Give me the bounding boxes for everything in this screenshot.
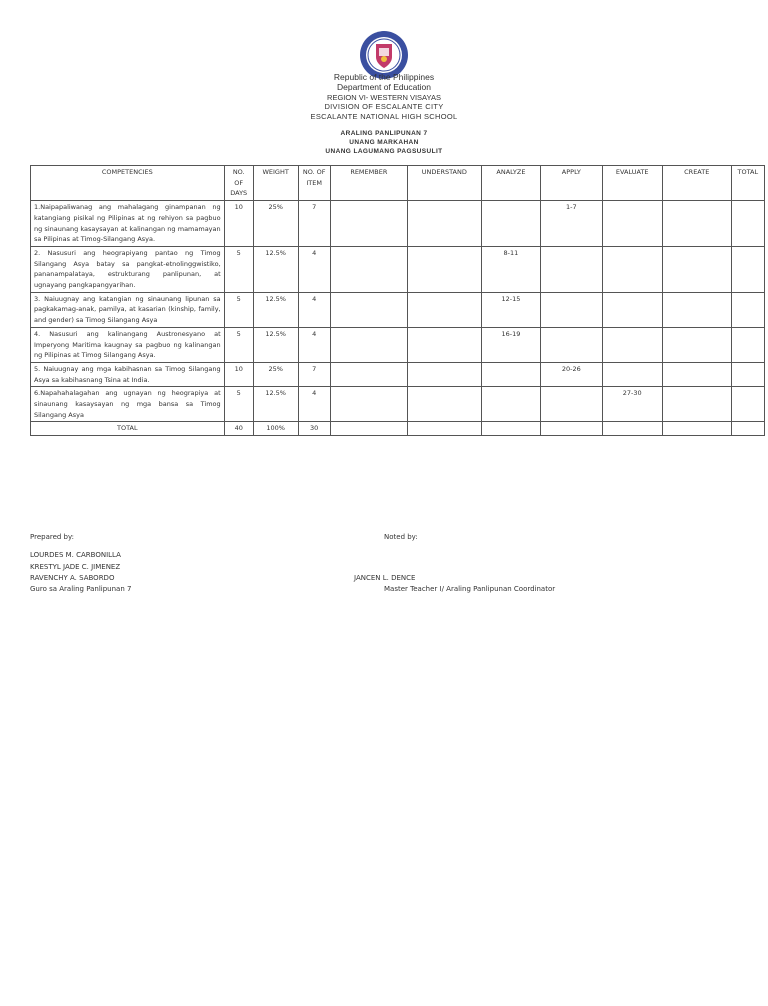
analyze-cell: 16-19 bbox=[481, 327, 540, 362]
header-understand: UNDERSTAND bbox=[407, 166, 481, 201]
total-cell bbox=[731, 201, 764, 247]
evaluate-cell bbox=[602, 246, 662, 292]
header-days: NO. OF DAYS bbox=[224, 166, 253, 201]
total-days: 40 bbox=[224, 422, 253, 436]
days-cell: 5 bbox=[224, 387, 253, 422]
total-cell bbox=[731, 362, 764, 386]
empty-cell bbox=[407, 422, 481, 436]
preparer-name-1: LOURDES M. CARBONILLA bbox=[30, 551, 121, 559]
evaluate-cell bbox=[602, 292, 662, 327]
apply-cell bbox=[541, 387, 602, 422]
weight-cell: 12.5% bbox=[253, 387, 298, 422]
items-cell: 7 bbox=[298, 201, 330, 247]
understand-cell bbox=[407, 327, 481, 362]
header-evaluate: EVALUATE bbox=[602, 166, 662, 201]
competency-cell: 3. Naiuugnay ang katangian ng sinaunang lipunan sa pagkakamag-anak, pamilya, at kasarian (kinship, family, and gender) sa Timog Silangang Asya bbox=[31, 292, 225, 327]
header-department: Department of Education bbox=[336, 82, 432, 92]
table-row bbox=[31, 246, 765, 292]
evaluate-cell: 27-30 bbox=[602, 387, 662, 422]
analyze-cell bbox=[481, 201, 540, 247]
competency-cell: 1.Naipapaliwanag ang mahalagang ginampanan ng katangiang pisikal ng Pilipinas at ng rehiyon sa pagbuo ng sinaunang kasaysayan at kalinangan ng mamamayan sa Pilipinas at Timog-Silangang Asya. bbox=[31, 201, 225, 247]
days-cell: 5 bbox=[224, 327, 253, 362]
empty-cell bbox=[731, 422, 764, 436]
header-republic: Republic of the Philippines bbox=[333, 72, 435, 82]
table-row bbox=[31, 387, 765, 422]
items-cell: 4 bbox=[298, 387, 330, 422]
analyze-cell: 12-15 bbox=[481, 292, 540, 327]
apply-cell: 20-26 bbox=[541, 362, 602, 386]
header-division: DIVISION OF ESCALANTE CITY bbox=[324, 102, 444, 111]
days-cell: 5 bbox=[224, 292, 253, 327]
empty-cell bbox=[602, 422, 662, 436]
total-items: 30 bbox=[298, 422, 330, 436]
remember-cell bbox=[330, 201, 407, 247]
table-row bbox=[31, 327, 765, 362]
prepared-by-label: Prepared by: bbox=[30, 533, 74, 541]
understand-cell bbox=[407, 246, 481, 292]
remember-cell bbox=[330, 362, 407, 386]
evaluate-cell bbox=[602, 327, 662, 362]
header-competencies: COMPETENCIES bbox=[31, 166, 225, 201]
table-row bbox=[31, 292, 765, 327]
header-apply: APPLY bbox=[541, 166, 602, 201]
create-cell bbox=[662, 362, 731, 386]
table-total-row bbox=[31, 422, 765, 436]
weight-cell: 25% bbox=[253, 201, 298, 247]
evaluate-cell bbox=[602, 201, 662, 247]
create-cell bbox=[662, 327, 731, 362]
weight-cell: 25% bbox=[253, 362, 298, 386]
competency-cell: 2. Nasusuri ang heograpiyang pantao ng Timog Silangang Asya batay sa pangkat-etnolinggwistiko, pananampalataya, estrukturang panlipunan, at ugnayang pangkapangyarihan. bbox=[31, 246, 225, 292]
table-row bbox=[31, 362, 765, 386]
noter-name: JANCEN L. DENCE bbox=[354, 574, 416, 582]
competency-cell: 4. Nasusuri ang kalinangang Austronesyano at Imperyong Maritima kaugnay sa pagbuo ng kalinangan ng Pilipinas at Timog Silangang Asya. bbox=[31, 327, 225, 362]
understand-cell bbox=[407, 292, 481, 327]
preparer-role: Guro sa Araling Panlipunan 7 bbox=[30, 585, 132, 593]
apply-cell bbox=[541, 327, 602, 362]
understand-cell bbox=[407, 201, 481, 247]
items-cell: 4 bbox=[298, 246, 330, 292]
header-remember: REMEMBER bbox=[330, 166, 407, 201]
empty-cell bbox=[662, 422, 731, 436]
competency-cell: 5. Naiuugnay ang mga kabihasnan sa Timog Silangang Asya sa kabihasnang Tsina at India. bbox=[31, 362, 225, 386]
remember-cell bbox=[330, 387, 407, 422]
weight-cell: 12.5% bbox=[253, 327, 298, 362]
understand-cell bbox=[407, 362, 481, 386]
header-create: CREATE bbox=[662, 166, 731, 201]
weight-cell: 12.5% bbox=[253, 292, 298, 327]
total-cell bbox=[731, 327, 764, 362]
apply-cell bbox=[541, 292, 602, 327]
noted-by-label: Noted by: bbox=[384, 533, 418, 541]
total-weight: 100% bbox=[253, 422, 298, 436]
total-cell bbox=[731, 246, 764, 292]
remember-cell bbox=[330, 327, 407, 362]
preparer-name-2: KRESTYL JADE C. JIMENEZ bbox=[30, 563, 121, 571]
total-label: TOTAL bbox=[31, 422, 225, 436]
items-cell: 4 bbox=[298, 292, 330, 327]
header-total: TOTAL bbox=[731, 166, 764, 201]
analyze-cell bbox=[481, 362, 540, 386]
header-school: ESCALANTE NATIONAL HIGH SCHOOL bbox=[310, 112, 458, 121]
create-cell bbox=[662, 246, 731, 292]
title-quarter: UNANG MARKAHAN bbox=[349, 139, 419, 146]
days-cell: 10 bbox=[224, 362, 253, 386]
title-test: UNANG LAGUMANG PAGSUSULIT bbox=[325, 148, 443, 155]
days-cell: 5 bbox=[224, 246, 253, 292]
header-analyze: ANALYZE bbox=[481, 166, 540, 201]
weight-cell: 12.5% bbox=[253, 246, 298, 292]
apply-cell bbox=[541, 246, 602, 292]
analyze-cell bbox=[481, 387, 540, 422]
header-weight: WEIGHT bbox=[253, 166, 298, 201]
header-region: REGION VI- WESTERN VISAYAS bbox=[327, 93, 441, 102]
apply-cell: 1-7 bbox=[541, 201, 602, 247]
table-row bbox=[31, 201, 765, 247]
total-cell bbox=[731, 292, 764, 327]
days-cell: 10 bbox=[224, 201, 253, 247]
empty-cell bbox=[481, 422, 540, 436]
table-of-specifications bbox=[30, 165, 765, 436]
create-cell bbox=[662, 201, 731, 247]
create-cell bbox=[662, 292, 731, 327]
understand-cell bbox=[407, 387, 481, 422]
remember-cell bbox=[330, 292, 407, 327]
create-cell bbox=[662, 387, 731, 422]
table-header-row bbox=[31, 166, 765, 201]
items-cell: 7 bbox=[298, 362, 330, 386]
total-cell bbox=[731, 387, 764, 422]
noter-role: Master Teacher I/ Araling Panlipunan Coordinator bbox=[384, 585, 556, 593]
remember-cell bbox=[330, 246, 407, 292]
competency-cell: 6.Napahahalagahan ang ugnayan ng heograpiya at sinaunang kasaysayan ng mga bansa sa Timog Silangang Asya bbox=[31, 387, 225, 422]
evaluate-cell bbox=[602, 362, 662, 386]
items-cell: 4 bbox=[298, 327, 330, 362]
header-items: NO. OF ITEM bbox=[298, 166, 330, 201]
empty-cell bbox=[541, 422, 602, 436]
title-subject: ARALING PANLIPUNAN 7 bbox=[340, 130, 428, 137]
empty-cell bbox=[330, 422, 407, 436]
preparer-name-3: RAVENCHY A. SABORDO bbox=[30, 574, 115, 582]
analyze-cell: 8-11 bbox=[481, 246, 540, 292]
